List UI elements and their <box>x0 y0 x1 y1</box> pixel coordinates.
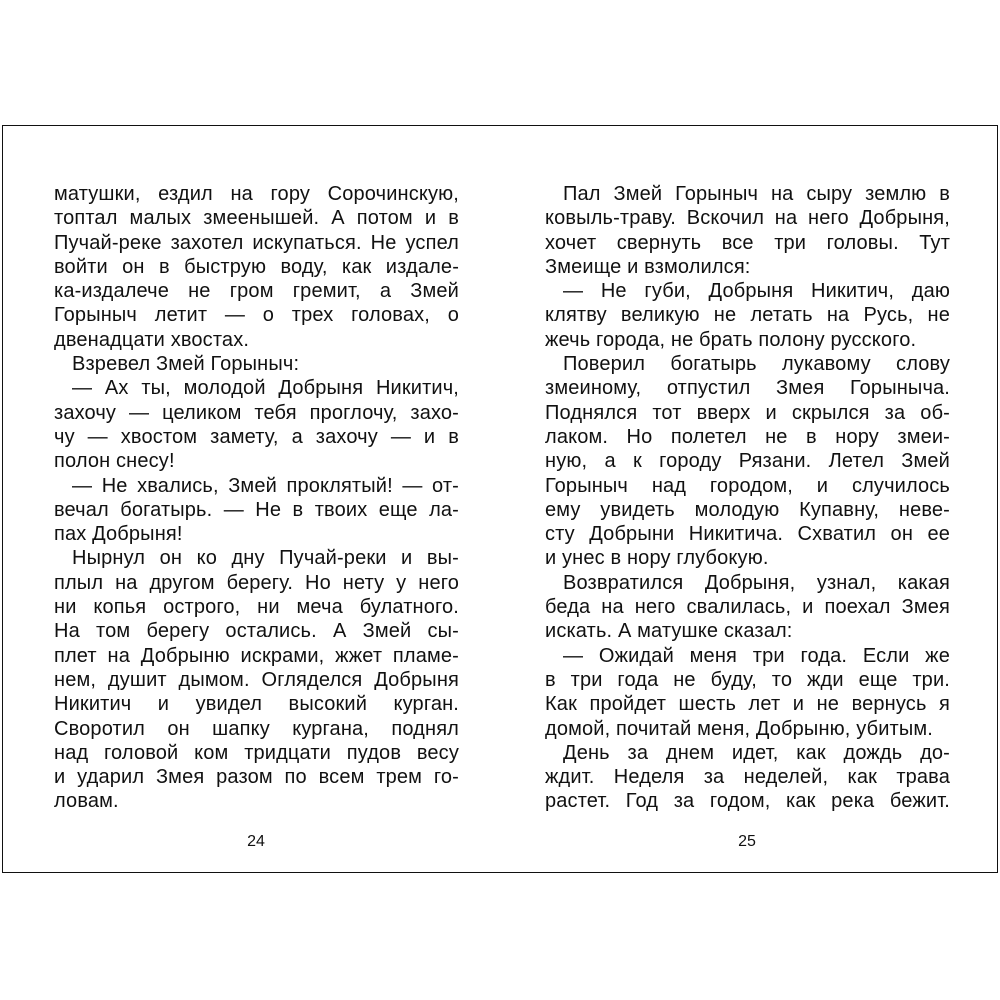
text-line: Горыныч над городом, и случилось <box>545 474 950 497</box>
text-line: и ударил Змея разом по всем трем го- <box>54 766 459 789</box>
text-line: Никитич и увидел высокий курган. <box>54 693 459 716</box>
text-line: в три года не буду, то жди еще три. <box>545 668 950 691</box>
text-line: — Ожидай меня три года. Если же <box>563 644 950 667</box>
text-line: двенадцати хвостах. <box>54 328 250 351</box>
text-line: войти он в быструю воду, как издале- <box>54 255 459 278</box>
text-line: ловам. <box>54 790 119 813</box>
text-line: Нырнул он ко дну Пучай-реки и вы- <box>72 547 459 570</box>
text-line: растет. Год за годом, как река бежит. <box>545 790 950 813</box>
text-line: вечал богатырь. — Не в твоих еще ла- <box>54 498 459 521</box>
text-line: пах Добрыня! <box>54 523 183 546</box>
text-line: Пал Змей Горыныч на сыру землю в <box>563 183 950 205</box>
text-line: День за днем идет, как дождь до- <box>563 741 950 764</box>
text-line: искать. А матушке сказал: <box>545 620 793 643</box>
book-spread <box>2 125 998 873</box>
text-line: ную, а к городу Рязани. Летел Змей <box>545 450 950 473</box>
text-line: Как пройдет шесть лет и не вернусь я <box>545 693 950 716</box>
text-line: змеиному, отпустил Змея Горыныча. <box>545 377 950 400</box>
text-line: ему увидеть молодую Купавну, неве- <box>545 498 950 521</box>
text-line: ковыль-траву. Вскочил на него Добрыня, <box>545 207 950 230</box>
text-line: — Ах ты, молодой Добрыня Никитич, <box>72 377 459 400</box>
text-line: Змеище и взмолился: <box>545 255 751 278</box>
text-line: хочет свернуть все три головы. Тут <box>545 231 950 254</box>
text-line: и унес в нору глубокую. <box>545 547 769 570</box>
text-line: домой, почитай меня, Добрыню, убитым. <box>545 717 933 740</box>
left-page <box>54 182 459 814</box>
text-line: беда на него свалилась, и поехал Змея <box>545 596 950 619</box>
page-number-left: 24 <box>247 833 265 850</box>
text-line: чу — хвостом замету, а захочу — и в <box>54 425 459 448</box>
text-line: Пучай-реке захотел искупаться. Не успел <box>54 231 459 254</box>
text-line: над головой ком тридцати пудов весу <box>54 741 459 764</box>
text-line: ка-издалече не гром гремит, а Змей <box>54 280 459 303</box>
text-line: нем, душит дымом. Огляделся Добрыня <box>54 668 459 691</box>
right-page <box>545 182 950 814</box>
text-line: Поднялся тот вверх и скрылся за об- <box>545 401 950 424</box>
text-line: плыл на другом берегу. Но нету у него <box>54 571 459 594</box>
text-line: ждит. Неделя за неделей, как трава <box>545 766 950 789</box>
text-line: захочу — целиком тебя проглочу, захо- <box>54 401 459 424</box>
text-line: — Не хвались, Змей проклятый! — от- <box>72 474 459 497</box>
text-line: — Не губи, Добрыня Никитич, даю <box>563 280 950 303</box>
text-line: жечь города, не брать полону русского. <box>545 328 917 351</box>
text-line: матушки, ездил на гору Сорочинскую, <box>54 183 459 205</box>
text-line: сту Добрыни Никитича. Схватил он ее <box>545 523 950 546</box>
text-line: лаком. Но полетел не в нору змеи- <box>545 425 950 448</box>
text-line: Возвратился Добрыня, узнал, какая <box>563 571 950 594</box>
text-line: клятву великую не летать на Русь, не <box>545 304 950 327</box>
text-line: плет на Добрыню искрами, жжет пламе- <box>54 644 459 667</box>
text-line: Своротил он шапку кургана, поднял <box>54 717 459 740</box>
page-number-right: 25 <box>738 833 756 850</box>
text-line: Поверил богатырь лукавому слову <box>563 353 950 376</box>
text-line: топтал малых змеенышей. А потом и в <box>54 207 459 230</box>
text-line: Взревел Змей Горыныч: <box>72 353 300 376</box>
text-line: На том берегу остались. А Змей сы- <box>54 620 459 643</box>
text-line: ни копья острого, ни меча булатного. <box>54 596 459 619</box>
text-line: Горыныч летит — о трех головах, о <box>54 304 459 327</box>
text-line: полон снесу! <box>54 450 175 473</box>
